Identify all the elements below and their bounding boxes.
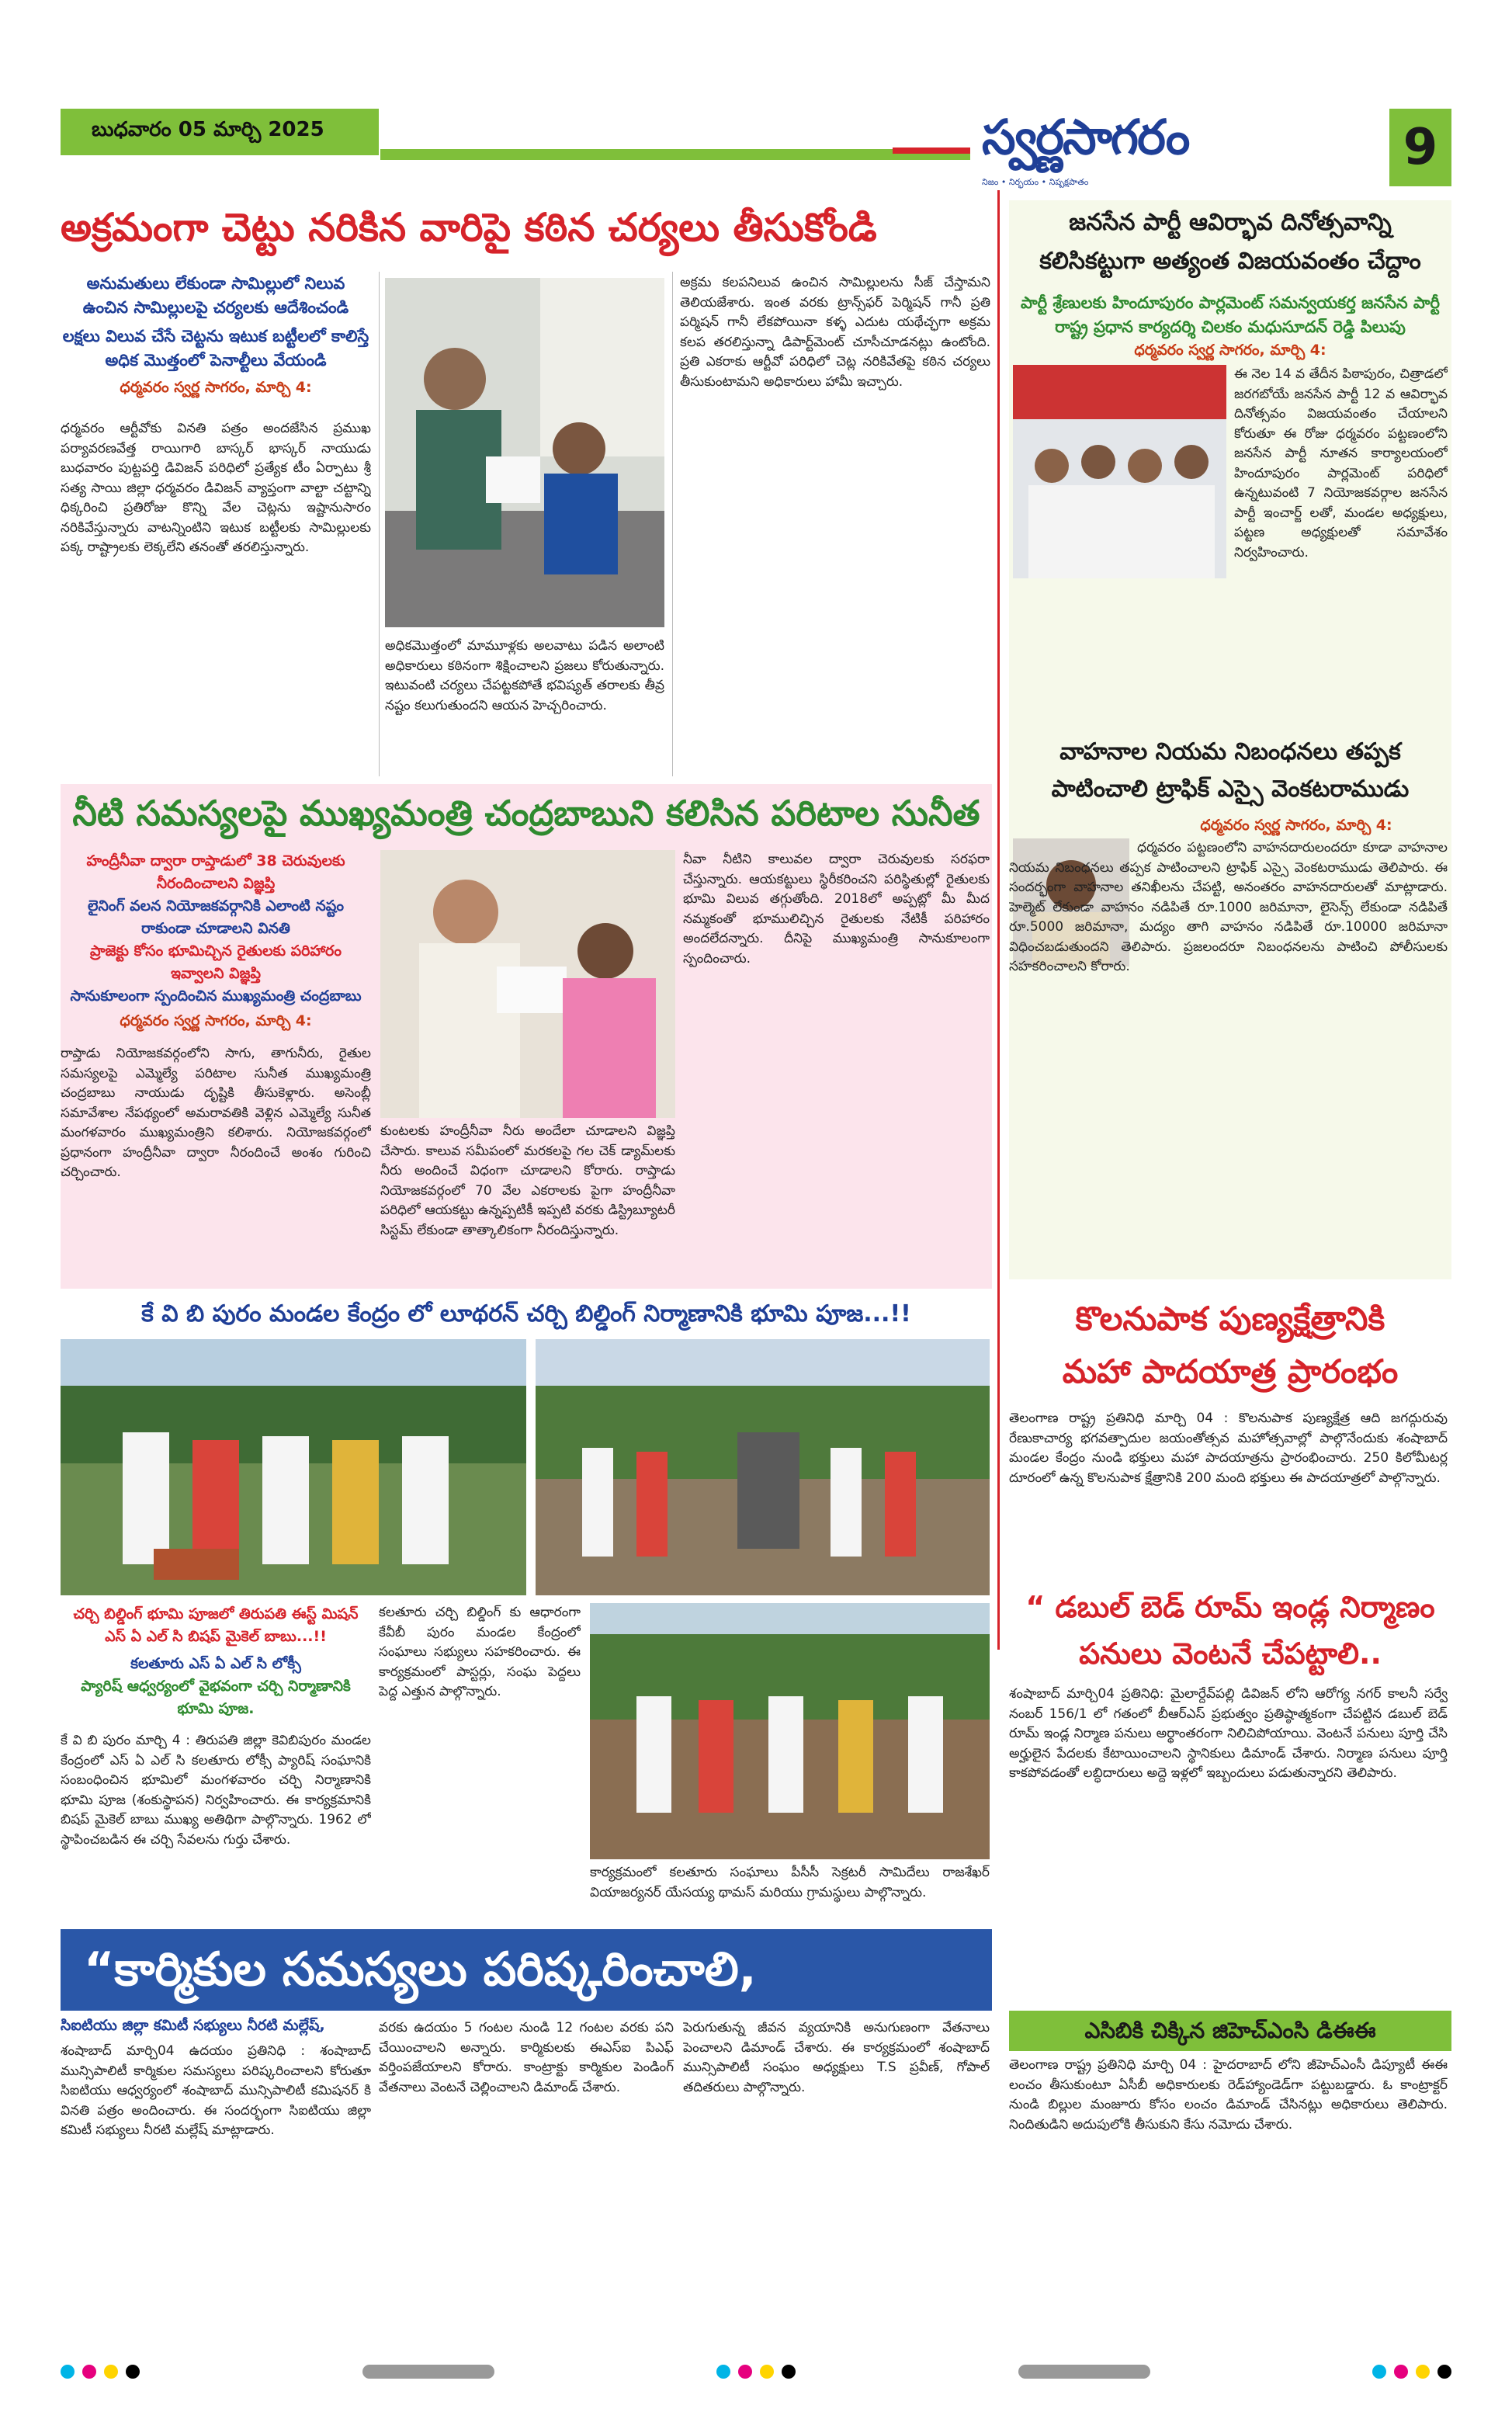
sidebar-a3-body: తెలంగాణ రాష్ట్ర ప్రతినిధి మార్చి 04 : కొలనుపాక పుణ్యక్షేత్ర ఆది జగద్గురువు రేణుకాచార్య భగవత్పాదుల జయంతోత్సవ మహోత్సవాల్లో పాల్గొనేందుకు శంషాబాద్ మండల కేంద్రం నుండి భక్తులు మహా పాదయాత్రను ప్రారంభించారు. 250 కిలోమీటర్ల దూరంలో ఉన్న కొలనుపాక క్షేత్రానికి 200 మంది భక్తులు ఈ పాదయాత్రలో పాల్గొన్నారు. <box>1009 1411 1448 1486</box>
article4-headline-band <box>61 1929 992 2011</box>
logo-tagline: నిజం • నిర్భయం • నిష్పక్షపాతం <box>982 177 1089 187</box>
sidebar-a4-headline-line1: “ డబుల్ బెడ్ రూమ్ ఇండ్ల నిర్మాణం <box>1025 1590 1435 1624</box>
yellow-dot <box>1416 2365 1430 2379</box>
column-rule <box>379 272 380 776</box>
date-bar <box>61 109 379 155</box>
magenta-dot <box>1394 2365 1408 2379</box>
cyan-dot <box>1372 2365 1386 2379</box>
sidebar-a2-byline: ధర్మవరం స్వర్ణ సాగరం, మార్చి 4: <box>1200 817 1392 834</box>
officials-meeting-photo <box>385 278 664 627</box>
cyan-dot <box>61 2365 75 2379</box>
yellow-dot <box>760 2365 774 2379</box>
sidebar-a4-headline <box>1009 1584 1451 1677</box>
article2-body-right: నీవా నీటిని కాలువల ద్వారా చెరువులకు సరఫరా చేస్తున్నారు. ఆయకట్టులు స్థిరీకరించని పరిస్థితుల్లో రైతులకు భూమి విలువ తగ్గుతోంది. 2018లో అప్పట్లో మీ మీద నమ్మకంతో భూములిచ్చిన రైతులకు నేటికీ పరిహారం అందలేదన్నారు. దీనిపై ముఖ్యమంత్రి సానుకూలంగా స్పందించారు. <box>683 852 990 967</box>
article1-subhead: అనుమతులు లేకుండా సామిల్లులో నిలువ <box>86 274 345 293</box>
grey-bar <box>1018 2365 1150 2379</box>
article1-body-left: ధర్మవరం ఆర్టీవోకు వినతి పత్రం అందజేసిన ప్రముఖ పర్యావరణవేత్త రాయిగారి బాస్కర్ భాస్కర్ నాయుడు బుధవారం పుట్టపర్తి డివిజన్ పరిధిలో ప్రత్యేక టీం ఏర్పాటు శ్రీ సత్య సాయి జిల్లా ధర్మవరం డివిజన్ వ్యాప్తంగా వాల్టా చట్టాన్ని ధిక్కరించి ప్రతిరోజు కొన్ని వేల చెట్లను ఇష్టానుసారం నరికివేస్తున్నారు వాటన్నింటిని ఇటుక బట్టీలకు సామిల్లులకు పక్క రాష్ట్రాలకు లెక్కలేని తనంతో తరలిస్తున్నారు. <box>61 421 371 555</box>
article3-caption: చర్చి బిల్డింగ్ భూమి పూజలో తిరుపతి ఈస్ట్ మిషన్ ఎస్ ఏ ఎల్ సి బిషప్ మైకెల్ బాబు...!! <box>73 1605 359 1645</box>
sidebar-a1-body: ఈ నెల 14 వ తేదీన పిఠాపురం, చిత్రాడలో జరగబోయే జనసేన పార్టీ 12 వ ఆవిర్భావ దినోత్సవం విజయవంతం చేయాలని కోరుతూ ఈ రోజు ధర్మవరం పట్టణంలోని జనసేన పార్టీ నూతన కార్యాలయంలో హిందూపురం పార్లమెంట్ పరిధిలో ఉన్నటువంటి 7 నియోజకవర్గాల జనసేన పార్టీ ఇంచార్జ్ లతో, మండల అధ్యక్షులు, పట్టణ అధ్యక్షులతో సమావేశం నిర్వహించారు. <box>1234 366 1448 561</box>
article2-subhead: హంద్రీనీవా ద్వారా రాప్తాడులో 38 చెరువులకు <box>86 852 345 869</box>
color-dots-left <box>61 2365 140 2379</box>
yellow-dot <box>104 2365 118 2379</box>
page-number: 9 <box>1389 109 1451 186</box>
article3-body-mid: కలతూరు చర్చి బిల్డింగ్ కు ఆధారంగా కేవీబీ పురం మండల కేంద్రంలో సంఘాలు సభ్యులు సహకరించారు. ఈ కార్యక్రమంలో పాస్టర్లు, సంఘ పెద్దలు పెద్ద ఎత్తున పాల్గొన్నారు. <box>379 1605 581 1699</box>
article1-byline: ధర్మవరం స్వర్ణ సాగరం, మార్చి 4: <box>120 379 312 396</box>
newspaper-logo <box>982 109 1385 186</box>
group-gathering-photo <box>536 1339 990 1595</box>
masthead-rule <box>380 149 970 160</box>
article2-subhead: నీరందించాలని విజ్ఞప్తి <box>156 875 276 892</box>
print-registration-marks <box>61 2360 1451 2383</box>
article1-body-right: అక్రమ కలపనిలువ ఉంచిన సామిల్లులను సీజ్ చేస్తామని తెలియజేశారు. ఇంత వరకు ట్రాన్స్‌ఫర్ పెర్మిషన్ గానీ ప్రతి పర్మిషన్ గానీ లేకపోయినా కళ్ళ ఎదుట యథేచ్ఛగా అక్రమ కలప తరలిస్తున్నా డిపార్ట్‌మెంట్ చూసీచూడనట్లు ఉంటోంది. ప్రతి ఎకరాకు ఆర్టీవో పరిధిలో చెట్ల నరికివేతపై కఠిన చర్యలు తీసుకుంటామని అధికారులు హామీ ఇచ్చారు. <box>680 275 990 390</box>
sidebar-a5-body: తెలంగాణ రాష్ట్ర ప్రతినిధి మార్చి 04 : హైదరాబాద్ లోని జీహెచ్ఎంసీ డిప్యూటీ ఈఈ లంచం తీసుకుంటూ ఏసీబీ అధికారులకు రెడ్‌హ్యాండెడ్‌గా పట్టుబడ్డారు. ఓ కాంట్రాక్టర్ నుండి బిల్లుల మంజూరు కోసం లంచం డిమాండ్ చేసినట్లు అధికారులు తెలిపారు. నిందితుడిని అదుపులోకి తీసుకుని కేసు నమోదు చేశారు. <box>1009 2057 1448 2133</box>
sidebar-a2-body: ధర్మవరం పట్టణంలోని వాహనదారులందరూ కూడా వాహనాల నియమ నిబంధనలు తప్పక పాటించాలని ట్రాఫిక్ ఎస్సై వెంకటరాముడు తెలిపారు. ఈ సందర్భంగా వాహనాల తనిఖీలను చేపట్టి, అనంతరం వాహనదారులతో మాట్లాడారు. హెల్మెట్ లేకుండా వాహనం నడిపితే రూ.1000 జరిమానా, లైసెన్స్ లేకుండా నడిపితే రూ.5000 జరిమానా, మద్యం తాగి వాహనం నడిపితే రూ.10000 జరిమానా విధించబడుతుందని తెలిపారు. ప్రజలందరూ నిబంధనలను పాటించి పోలీసులకు సహకరించాలని కోరారు. <box>1009 840 1448 974</box>
article2-body-mid: కుంటలకు హంద్రీనీవా నీరు అందేలా చూడాలని విజ్ఞప్తి చేసారు. కాలువ సమీపంలో మరకలపై గల చెక్ డ్యామ్‌లకు నీరు అందించే విధంగా చూడాలని కోరారు. రాప్తాడు నియోజకవర్గంలో 70 వేల ఎకరాలకు పైగా హంద్రీనీవా పరిధిలో ఆయకట్టు ఉన్నప్పటికీ ఇప్పటి వరకు డిస్ట్రిబ్యూటరీ సిస్టమ్ లేకుండా తాత్కాలికంగా నీరందిస్తున్నారు. <box>380 1123 675 1238</box>
party-meeting-photo <box>1013 365 1226 578</box>
article4-body-left: శంషాబాద్ మార్చి04 ఉదయం ప్రతినిధి : శంషాబాద్ మున్సిపాలిటీ కార్మికుల సమస్యలు పరిష్కరించాలని కోరుతూ సిఐటియు ఆధ్వర్యంలో శంషాబాద్ మున్సిపాలిటీ కమిషనర్ కి వినతి పత్రం అందించారు. ఈ సందర్భంగా సిఐటియు జిల్లా కమిటీ సభ్యులు నీరటి మల్లేష్ మాట్లాడారు. <box>61 2043 371 2138</box>
article4-byline: సిఐటియు జిల్లా కమిటీ సభ్యులు నీరటి మల్లేష్, <box>61 2017 325 2034</box>
logo-text: స్వర్ణసాగరం <box>982 109 1189 165</box>
article1-photo <box>385 278 664 627</box>
sidebar-a1-headline <box>1009 203 1451 281</box>
sidebar-a4-headline-line2: పనులు వెంటనే చేపట్టాలి.. <box>1079 1636 1382 1671</box>
article1-subhead: ఉంచిన సామిల్లులపై చర్యలకు ఆదేశించండి <box>82 298 349 317</box>
column-divider <box>997 190 1000 1650</box>
sidebar-a3-headline-line1: కొలనుపాక పుణ్యక్షేత్రానికి <box>1075 1300 1385 1338</box>
article2-subhead: ఇవ్వాలని విజ్ఞప్తి <box>170 965 262 982</box>
masthead-accent <box>893 148 970 154</box>
foundation-ceremony-photo <box>590 1603 990 1859</box>
black-dot <box>126 2365 140 2379</box>
magenta-dot <box>738 2365 752 2379</box>
article3-photo-1 <box>61 1339 526 1595</box>
article2-body-left: రాప్తాడు నియోజకవర్గంలోని సాగు, తాగునీరు, రైతుల సమస్యలపై ఎమ్మెల్యే పరిటాల సునీత ముఖ్యమంత్రి చంద్రబాబు నాయుడు దృష్టికి తీసుకెళ్లారు. అసెంబ్లీ సమావేశాల నేపథ్యంలో అమరావతికి వెళ్లిన ఎమ్మెల్యే సునీత మంగళవారం ముఖ్యమంత్రిని కలిశారు. నియోజకవర్గంలో ప్రధానంగా హంద్రీనీవా ద్వారా నీరందించే అంశం గురించి చర్చించారు. <box>61 1046 371 1180</box>
sidebar-a3-headline <box>1009 1293 1451 1398</box>
article1-headline: అక్రమంగా చెట్టు నరికిన వారిపై కఠిన చర్యలు తీసుకోండి <box>61 205 877 250</box>
black-dot <box>782 2365 796 2379</box>
article3-captions <box>61 1603 371 1720</box>
article2-headline: నీటి సమస్యలపై ముఖ్యమంత్రి చంద్రబాబుని కలిసిన పరిటాల సునీత <box>72 793 980 834</box>
article2-subhead: ప్రాజెక్టు కోసం భూమిచ్చిన రైతులకు పరిహారం <box>90 942 342 960</box>
article3-subhead: ప్యారిష్ ఆధ్వర్యంలో వైభవంగా చర్చి నిర్మాణానికి <box>81 1678 351 1695</box>
article2-subhead: రాకుండా చూడాలని వినతి <box>141 920 290 937</box>
magenta-dot <box>82 2365 96 2379</box>
sidebar-a2-headline: వాహనాల నియమ నిబంధనలు తప్పక పాటించాలి ట్రాఫిక్ ఎస్సై వెంకటరాముడు <box>1051 738 1410 803</box>
article1-body-under-photo: అధికమొత్తంలో మామూళ్లకు అలవాటు పడిన అలాంటి అధికారులు కఠినంగా శిక్షించాలని ప్రజలు కోరుతున్నారు. ఇటువంటి చర్యలు చేపట్టకపోతే భవిష్యత్ తరాలకు తీవ్ర నష్టం కలుగుతుందని ఆయన హెచ్చరించారు. <box>385 638 664 713</box>
color-dots-right <box>1372 2365 1451 2379</box>
sidebar-a5-headline: ఎసిబికి చిక్కిన జిహెచ్ఎంసి డిఈఈ <box>1084 2018 1376 2043</box>
article1-subhead: లక్షలు విలువ చేసే చెట్టను ఇటుక బట్టీలలో కాలిస్తే <box>62 327 369 345</box>
sidebar-a4-body: శంషాబాద్ మార్చి04 ప్రతినిధి: మైలార్దేవ్‌పల్లి డివిజన్ లోని ఆరోగ్య నగర్ కాలనీ సర్వే నంబర్ 156/1 లో గతంలో బీఆర్ఎస్ ప్రభుత్వం ప్రతిష్ఠాత్మకంగా చేపట్టిన డబుల్ బెడ్ రూమ్ ఇండ్ల నిర్మాణ పనులు అర్థాంతరంగా నిలిచిపోయాయి. వెంటనే పనులు పూర్తి చేసి అర్హులైన పేదలకు కేటాయించాలని స్థానికులు డిమాండ్ చేశారు. నిర్మాణ పనులు పూర్తి కాకపోవడంతో లబ్ధిదారులు అద్దె ఇళ్లలో ఇబ్బందులు పడుతున్నారని తెలిపారు. <box>1009 1686 1448 1781</box>
article1-subheads <box>61 272 371 400</box>
article2-photo <box>380 850 675 1118</box>
cm-meeting-photo <box>380 850 675 1118</box>
sidebar-a1-subhead: పార్టీ శ్రేణులకు హిందూపురం పార్లమెంట్ సమన్వయకర్త జనసేన పార్టీ రాష్ట్ర ప్రధాన కార్యదర్శి చిలకం మధుసూదన్ రెడ్డి పిలుపు <box>1021 293 1440 336</box>
article4-body-mid: వరకు ఉదయం 5 గంటల నుండి 12 గంటల వరకు పని చేయించాలని అన్నారు. కార్మికులకు ఈఎస్ఐ పిఎఫ్ వర్తింపజేయాలని కోరారు. కాంట్రాక్టు కార్మికుల పెండింగ్ వేతనాలు వెంటనే చెల్లించాలని డిమాండ్ చేశారు. <box>379 2020 674 2095</box>
color-dots-mid <box>716 2365 796 2379</box>
article3-body-left: కే వి బి పురం మార్చి 4 : తిరుపతి జిల్లా కెవిబిపురం మండల కేంద్రంలో ఎస్ ఏ ఎల్ సి కలతూరు లోక్సీ ప్యారిష్ సంఘానికి సంబంధించిన భూమిలో మంగళవారం చర్చి నిర్మాణానికి భూమి పూజ (శంకుస్థాపన) నిర్వహించారు. ఈ కార్యక్రమానికి బిషప్ మైకెల్ బాబు ముఖ్య అతిథిగా పాల్గొన్నారు. 1962 లో స్థాపించబడిన ఈ చర్చి సేవలను గుర్తు చేశారు. <box>61 1733 371 1848</box>
article2-subheads <box>61 850 371 1033</box>
article3-body-right: కార్యక్రమంలో కలతూరు సంఘాలు పీసీసీ సెక్రటరీ సామిదేలు రాజశేఖర్ వియాజర్యనర్ యేసయ్య థామస్ మరియు గ్రామస్థులు పాల్గొన్నారు. <box>590 1865 990 1900</box>
article3-photo-2 <box>536 1339 990 1595</box>
article3-subhead: కలతూరు ఎస్ ఏ ఎల్ సి లోక్సీ <box>130 1655 301 1672</box>
article3-photo-3 <box>590 1603 990 1859</box>
sidebar-a3-headline-line2: మహా పాదయాత్ర ప్రారంభం <box>1062 1352 1399 1390</box>
article4-headline: “కార్మికుల సమస్యలు పరిష్కరించాలి, <box>84 1942 757 1997</box>
article1-subhead: అధిక మొత్తంలో పెనాల్టీలు వేయండి <box>105 351 327 370</box>
sidebar-a1-headline-line1: జనసేన పార్టీ ఆవిర్భావ దినోత్సవాన్ని <box>1069 209 1392 236</box>
sidebar-a1-headline-line2: కలిసికట్టుగా అత్యంత విజయవంతం చేద్దాం <box>1039 248 1421 275</box>
article2-byline: ధర్మవరం స్వర్ణ సాగరం, మార్చి 4: <box>120 1012 312 1029</box>
grey-bar <box>362 2365 494 2379</box>
article2-subhead: లైనింగ్ వలన నియోజకవర్గానికి ఎలాంటి నష్టం <box>88 897 344 915</box>
column-rule <box>672 272 673 776</box>
article3-subhead: భూమి పూజ. <box>177 1700 255 1717</box>
article2-subhead: సానుకూలంగా స్పందించిన ముఖ్యమంత్రి చంద్రబాబు <box>70 987 362 1005</box>
article3-headline: కే వి బి పురం మండల కేంద్రం లో లూథరన్ చర్చి బిల్డింగ్ నిర్మాణానికి భూమి పూజ...!! <box>141 1300 911 1328</box>
article4-body-right: పెరుగుతున్న జీవన వ్యయానికి అనుగుణంగా వేతనాలు పెంచాలని డిమాండ్ చేశారు. ఈ కార్యక్రమంలో శంషాబాద్ మున్సిపాలిటీ సంఘం అధ్యక్షులు T.S ప్రవీణ్, గోపాల్ తదితరులు పాల్గొన్నారు. <box>683 2020 990 2095</box>
sidebar-a1-photo <box>1013 365 1226 578</box>
church-ceremony-photo <box>61 1339 526 1595</box>
sidebar-a1-byline: ధర్మవరం స్వర్ణ సాగరం, మార్చి 4: <box>1134 342 1326 359</box>
black-dot <box>1437 2365 1451 2379</box>
issue-date: బుధవారం 05 మార్చి 2025 <box>92 118 324 141</box>
cyan-dot <box>716 2365 730 2379</box>
sidebar-a5-headline-band <box>1009 2011 1451 2051</box>
